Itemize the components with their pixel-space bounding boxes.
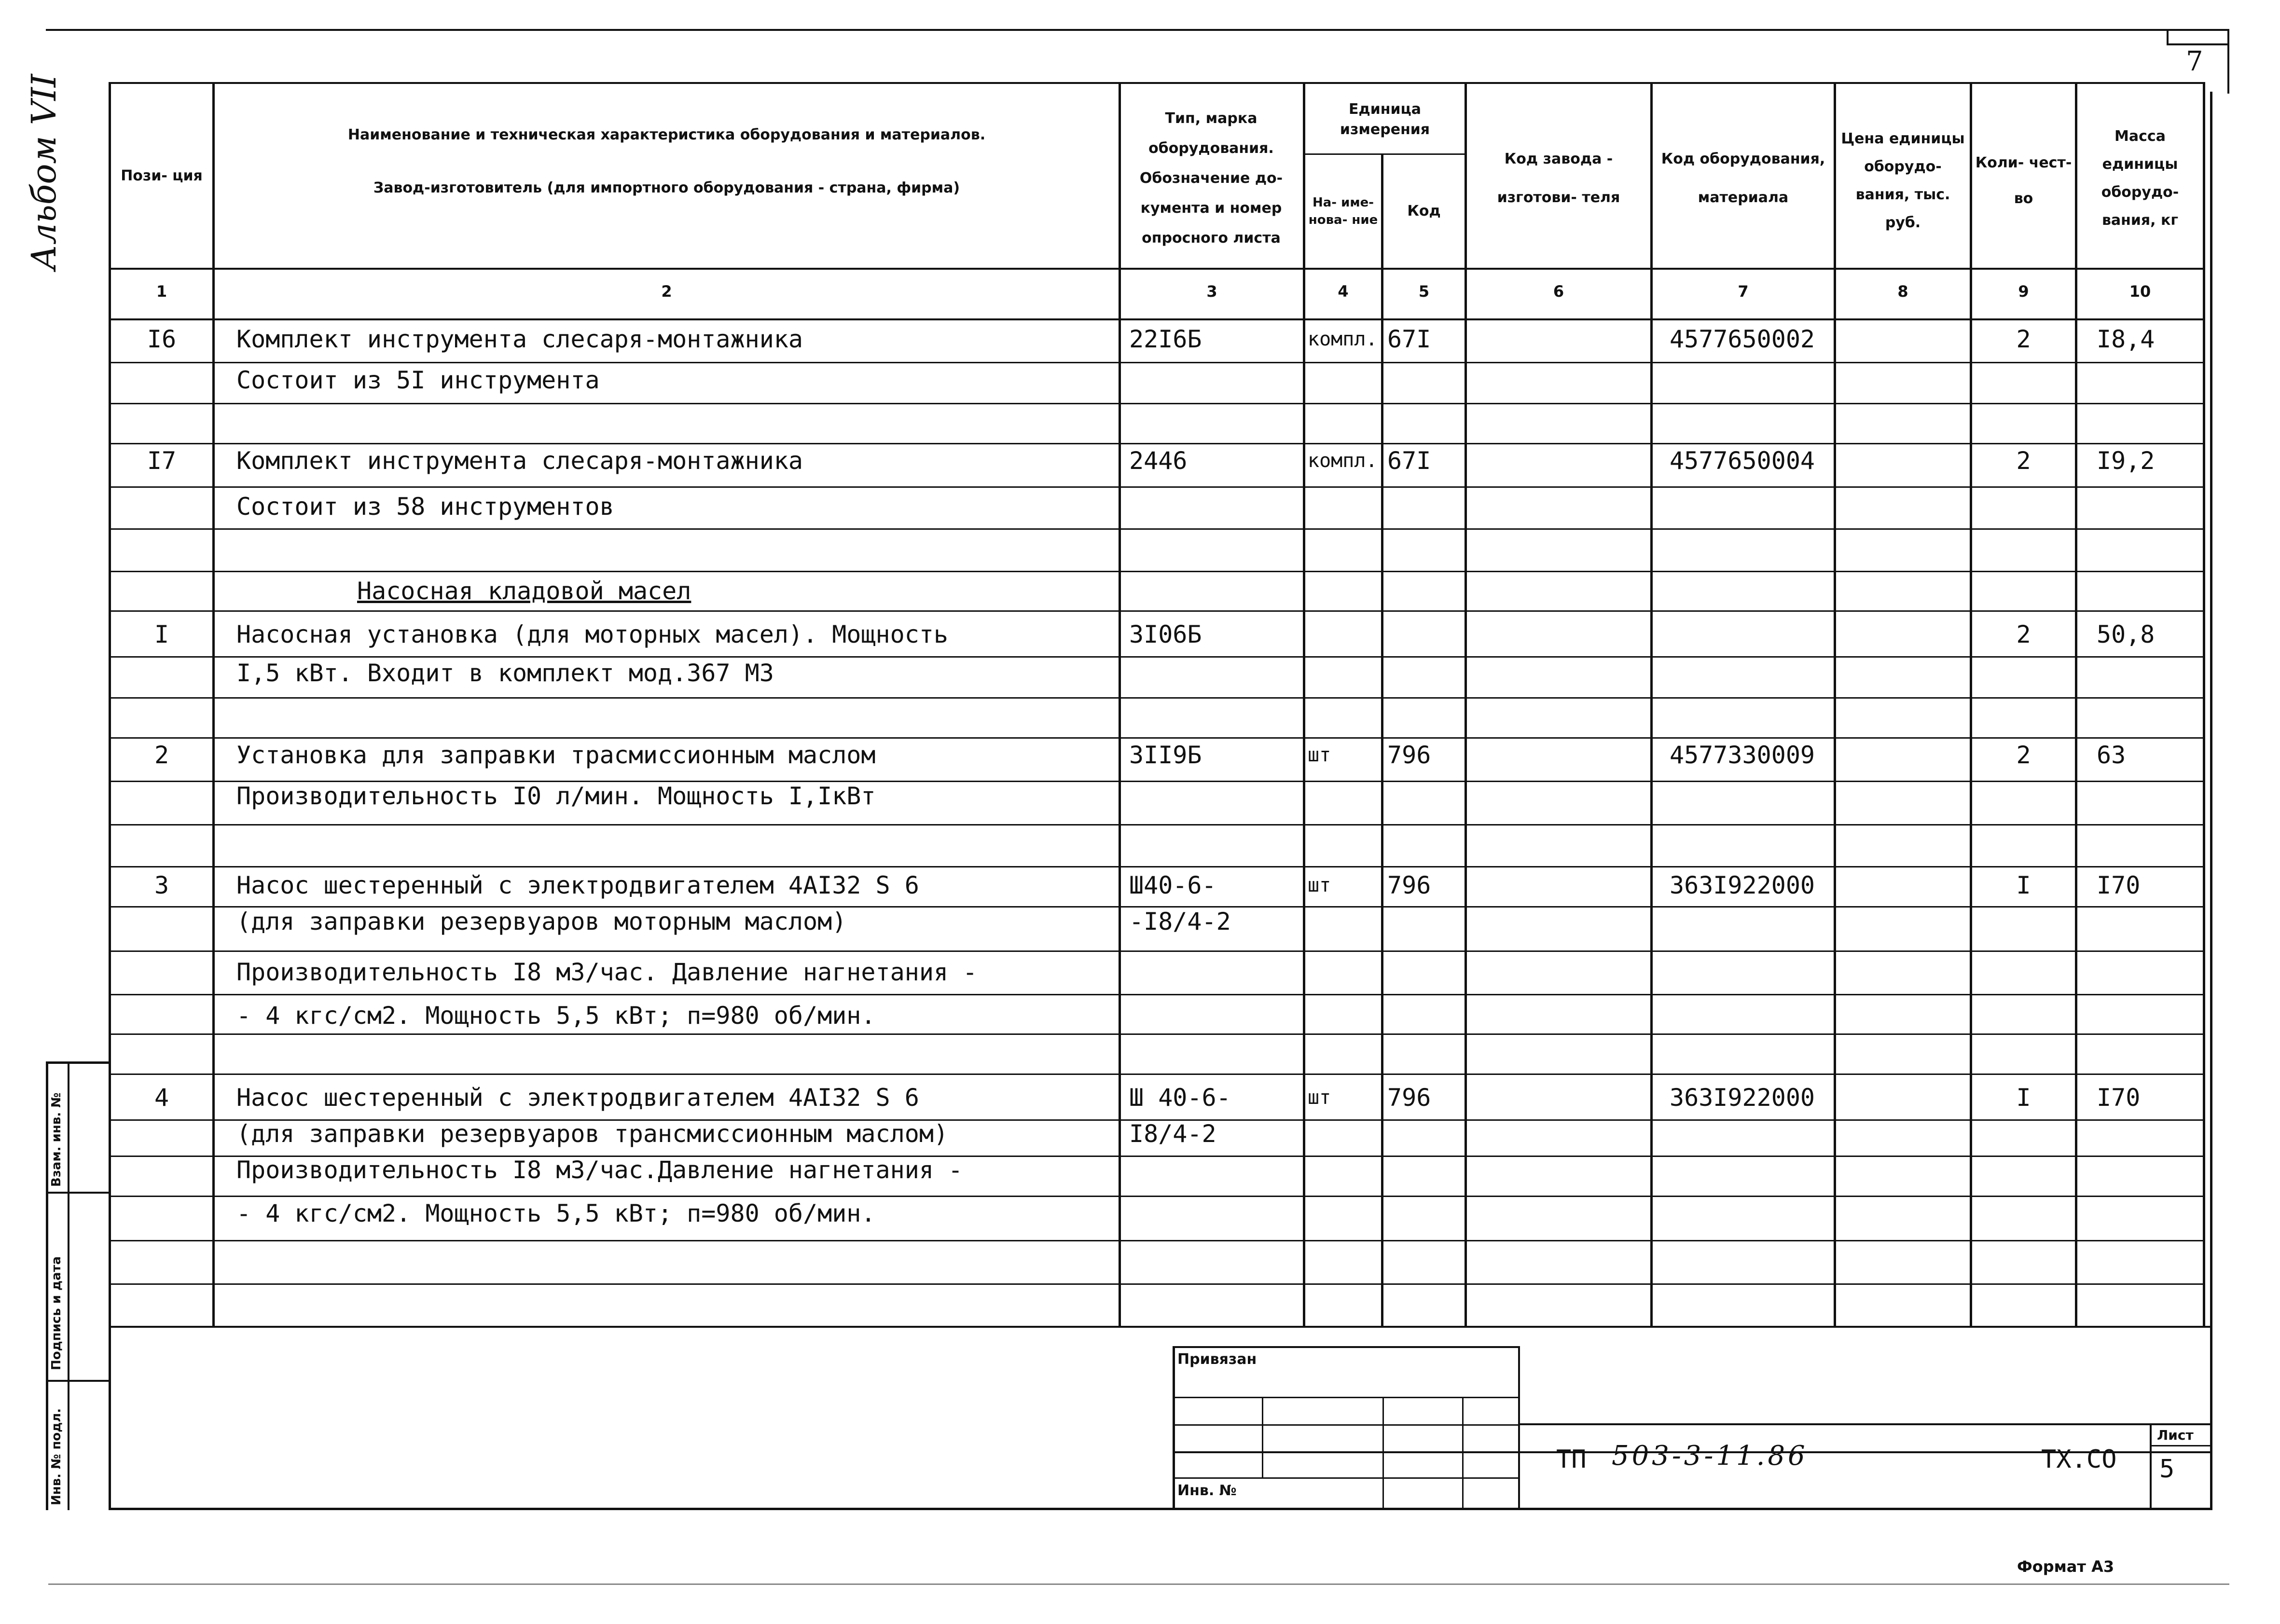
cell-mass: I70 [2097, 1084, 2141, 1112]
colnum-4: 4 [1338, 282, 1349, 301]
sheet-label: Лист [2157, 1427, 2194, 1443]
format-label: Формат А3 [2017, 1557, 2114, 1576]
cell-name: Состоит из 58 инструментов [236, 493, 614, 521]
cell-type: I8/4-2 [1129, 1120, 1216, 1148]
left-strip-top [46, 1061, 109, 1064]
row-separator [109, 656, 2205, 658]
left-strip-sep1 [46, 1192, 109, 1194]
cell-quantity: I [2016, 871, 2031, 899]
row-separator [109, 697, 2205, 699]
col-line-7 [1834, 82, 1836, 1327]
cell-quantity: 2 [2016, 447, 2031, 475]
header-unit-group: Единица измерения [1340, 100, 1430, 138]
header-material-code: Код оборудования, материала [1661, 151, 1825, 206]
cell-name: Производительность I8 м3/час. Давление нагнетания - [236, 958, 978, 986]
col-line-5 [1465, 82, 1467, 1327]
stamp-left [1173, 1346, 1175, 1508]
doc-prefix: ТП [1556, 1445, 1587, 1474]
col-line-3 [1303, 82, 1305, 1327]
page-number-box-left [2167, 29, 2169, 45]
header-factory-code: Код завода - изготови- теля [1497, 151, 1620, 206]
cell-mass: I70 [2097, 871, 2141, 899]
cell-name: Комплект инструмента слесаря-монтажника [236, 447, 803, 475]
colnum-5: 5 [1418, 282, 1430, 301]
stamp-col-3 [1462, 1397, 1464, 1508]
left-strip-outer [46, 1061, 48, 1510]
cell-quantity: 2 [2016, 741, 2031, 769]
row-separator [109, 486, 2205, 488]
cell-unit-code: 796 [1387, 1084, 1431, 1112]
stamp-attached-label: Привязан [1177, 1351, 1257, 1368]
sheet-box-left [2150, 1423, 2152, 1508]
cell-type: 3I06Б [1129, 620, 1202, 648]
cell-unit-code: 67I [1387, 325, 1431, 353]
title-block-top [1520, 1423, 2210, 1425]
stamp-col-2 [1382, 1397, 1384, 1508]
stamp-inner-right [1518, 1346, 1520, 1508]
cell-position: I7 [147, 447, 177, 475]
unit-group-line [1303, 153, 1465, 155]
left-strip-label-2: Подпись и дата [49, 1256, 64, 1370]
stamp-top [1173, 1346, 1520, 1348]
cell-type: -I8/4-2 [1129, 908, 1231, 936]
header-top-line [109, 82, 2205, 84]
header-name-line1: Наименование и техническая характеристика оборудования и материалов. [347, 126, 986, 143]
stamp-row-2 [1173, 1424, 1520, 1426]
row-separator [109, 1240, 2205, 1241]
cell-material-code: 4577330009 [1670, 741, 1815, 769]
cell-unit-code: 796 [1387, 871, 1431, 899]
header-bottom-line [109, 268, 2205, 270]
row-separator [109, 403, 2205, 404]
cell-material-code: 4577650004 [1670, 447, 1815, 475]
colnum-7: 7 [1738, 282, 1749, 301]
row-separator [109, 824, 2205, 826]
row-separator [109, 994, 2205, 995]
cell-name: Состоит из 5I инструмента [236, 366, 600, 394]
cell-name: I,5 кВт. Входит в комплект мод.367 М3 [236, 659, 774, 687]
cell-type: Ш40-6- [1129, 871, 1216, 899]
cell-mass: 50,8 [2097, 620, 2155, 648]
cell-type: Ш 40-6- [1129, 1084, 1231, 1112]
row-separator [109, 737, 2205, 739]
row-separator [109, 1033, 2205, 1035]
doc-code: ТХ.СО [2041, 1445, 2117, 1474]
table-bottom-line [109, 1326, 2212, 1328]
stamp-col-1 [1262, 1397, 1263, 1479]
cell-material-code: 4577650002 [1670, 325, 1815, 353]
cell-name: (для заправки резервуаров моторным маслом) [236, 908, 847, 936]
col-line-1 [212, 82, 215, 1327]
album-annotation: Альбом VII [24, 74, 64, 270]
cell-name: Насос шестеренный с электродвигателем 4АI32 S 6 [236, 871, 919, 899]
cell-name: - 4 кгс/см2. Мощность 5,5 кВт; п=980 об/мин. [236, 1199, 876, 1227]
cell-position: 4 [154, 1084, 169, 1112]
cell-mass: 63 [2097, 741, 2126, 769]
row-separator [109, 1283, 2205, 1285]
row-separator [109, 1073, 2205, 1075]
cell-name: Комплект инструмента слесаря-монтажника [236, 325, 803, 353]
row-separator [109, 443, 2205, 444]
colnum-9: 9 [2018, 282, 2029, 301]
cell-position: I6 [147, 325, 177, 353]
row-separator [109, 362, 2205, 363]
colnum-1: 1 [156, 282, 167, 301]
page-number-box-bottom [2167, 43, 2229, 45]
header-name-line2: Завод-изготовитель (для импортного оборудования - страна, фирма) [373, 179, 960, 196]
sheet-box-divider [2150, 1445, 2210, 1446]
cell-unit-code: 796 [1387, 741, 1431, 769]
col-line-9 [2075, 82, 2077, 1327]
frame-right [2210, 92, 2212, 1510]
header-unit-name: На- име- нова- ние [1308, 195, 1378, 227]
row-separator [109, 1196, 2205, 1197]
cell-name: Производительность I8 м3/час.Давление нагнетания - [236, 1156, 963, 1184]
bottom-edge-line [48, 1583, 2229, 1585]
page-number: 7 [2186, 46, 2203, 77]
colnum-6: 6 [1553, 282, 1564, 301]
cell-quantity: I [2016, 1084, 2031, 1112]
cell-name: Производительность I0 л/мин. Мощность I,IкВт [236, 782, 876, 810]
colnum-3: 3 [1206, 282, 1217, 301]
doc-number: 503-3-11.86 [1612, 1440, 1808, 1472]
header-price: Цена единицы оборудо- вания, тыс. руб. [1841, 130, 1965, 231]
stamp-inv-label: Инв. № [1177, 1482, 1237, 1499]
left-strip-label-3: Взам. инв. № [49, 1092, 64, 1187]
cell-position: 3 [154, 871, 169, 899]
cell-quantity: 2 [2016, 620, 2031, 648]
row-separator [109, 866, 2205, 867]
cell-material-code: 363I922000 [1670, 1084, 1815, 1112]
cell-position: 2 [154, 741, 169, 769]
left-strip-divider [68, 1061, 69, 1510]
col-line-10 [2203, 82, 2205, 1327]
row-separator [109, 528, 2205, 530]
cell-name: Насос шестеренный с электродвигателем 4АI32 S 6 [236, 1084, 919, 1112]
top-edge-line [46, 29, 2229, 31]
row-separator [109, 610, 2205, 612]
cell-unit: шт [1308, 874, 1331, 896]
header-unit-code: Код [1407, 202, 1441, 220]
col-line-8 [1970, 82, 1972, 1327]
stamp-row-1 [1173, 1397, 1520, 1398]
cell-quantity: 2 [2016, 325, 2031, 353]
colnum-10: 10 [2129, 282, 2151, 301]
colnum-bottom-line [109, 318, 2205, 320]
cell-name: Насосная установка (для моторных масел). Мощность [236, 620, 949, 648]
col-line-2 [1119, 82, 1121, 1327]
cell-unit: шт [1308, 1087, 1331, 1109]
header-quantity: Коли- чест- во [1975, 154, 2072, 207]
cell-type: 22I6Б [1129, 325, 1202, 353]
cell-type: 2446 [1129, 447, 1188, 475]
page-number-box-right [2227, 29, 2229, 94]
header-type: Тип, марка оборудования. Обозначение до- кумента и номер опросного листа [1139, 110, 1283, 247]
cell-position: I [154, 620, 169, 648]
cell-unit: шт [1308, 744, 1331, 766]
stamp-row-4 [1173, 1477, 1520, 1479]
header-mass: Масса единицы оборудо- вания, кг [2101, 128, 2179, 229]
colnum-2: 2 [661, 282, 672, 301]
cell-unit: компл. [1308, 328, 1378, 350]
left-strip-label-1: Инв. № подл. [49, 1408, 64, 1505]
cell-material-code: 363I922000 [1670, 871, 1815, 899]
cell-type: 3II9Б [1129, 741, 1202, 769]
cell-unit: компл. [1308, 450, 1378, 472]
cell-name: Насосная кладовой масел [357, 577, 691, 605]
cell-mass: I9,2 [2097, 447, 2155, 475]
row-separator [109, 950, 2205, 952]
cell-mass: I8,4 [2097, 325, 2155, 353]
cell-name: Установка для заправки трасмиссионным маслом [236, 741, 876, 769]
frame-bottom [109, 1508, 2212, 1510]
colnum-8: 8 [1897, 282, 1908, 301]
left-strip-sep2 [46, 1380, 109, 1382]
col-line-6 [1650, 82, 1653, 1327]
sheet-number: 5 [2159, 1455, 2175, 1484]
cell-unit-code: 67I [1387, 447, 1431, 475]
header-position: Пози- ция [121, 167, 203, 184]
cell-name: - 4 кгс/см2. Мощность 5,5 кВт; п=980 об/мин. [236, 1002, 876, 1030]
cell-name: (для заправки резервуаров трансмиссионным маслом) [236, 1120, 949, 1148]
row-separator [109, 571, 2205, 572]
